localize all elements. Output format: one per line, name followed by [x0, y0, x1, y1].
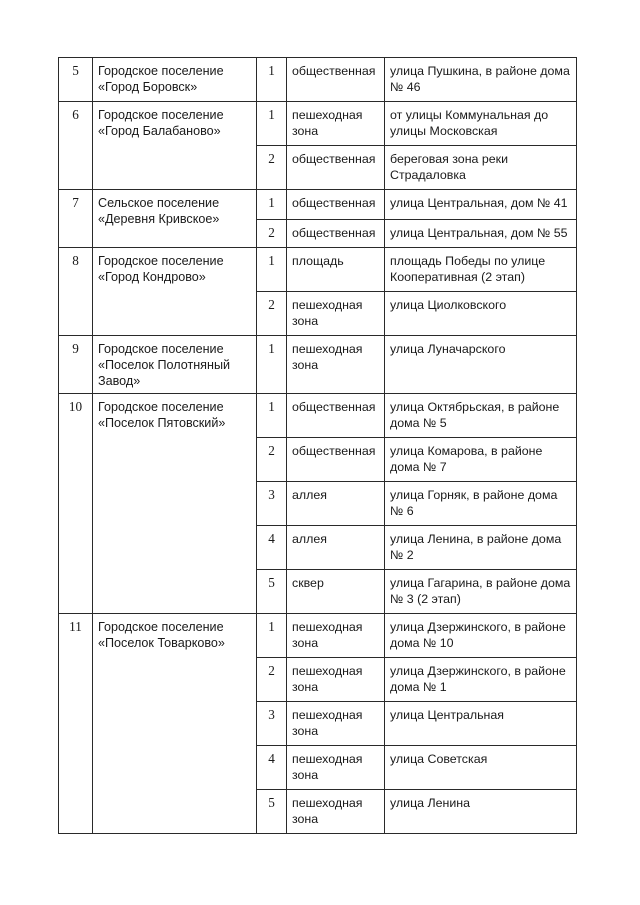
territory-type: аллея — [287, 526, 385, 570]
table-row — [59, 102, 577, 146]
territories-table — [58, 57, 577, 834]
territory-number: 1 — [257, 614, 287, 658]
territory-location: площадь Победы по улице Кооперативная (2 этап) — [385, 248, 577, 292]
territory-type: пешеходная зона — [287, 746, 385, 790]
territory-number: 1 — [257, 190, 287, 220]
territory-number: 2 — [257, 146, 287, 190]
territory-type: пешеходная зона — [287, 658, 385, 702]
territory-location: от улицы Коммунальная до улицы Московская — [385, 102, 577, 146]
territory-location: береговая зона реки Страдаловка — [385, 146, 577, 190]
settlement-number: 7 — [59, 190, 93, 248]
territory-type: общественная — [287, 394, 385, 438]
territory-location: улица Гагарина, в районе дома № 3 (2 этап) — [385, 570, 577, 614]
territory-type: пешеходная зона — [287, 336, 385, 394]
table-row — [59, 336, 577, 394]
territory-location: улица Центральная, дом № 41 — [385, 190, 577, 220]
territory-number: 2 — [257, 292, 287, 336]
territory-location: улица Центральная, дом № 55 — [385, 220, 577, 248]
territory-number: 4 — [257, 746, 287, 790]
settlement-number: 5 — [59, 58, 93, 102]
territory-location: улица Луначарского — [385, 336, 577, 394]
territory-location: улица Циолковского — [385, 292, 577, 336]
territory-number: 2 — [257, 658, 287, 702]
settlement-number: 10 — [59, 394, 93, 614]
territory-type: общественная — [287, 220, 385, 248]
settlement-name: Сельское поселение «Деревня Кривское» — [93, 190, 257, 248]
territory-number: 5 — [257, 790, 287, 834]
settlement-number: 6 — [59, 102, 93, 190]
settlement-name: Городское поселение «Город Балабаново» — [93, 102, 257, 190]
territory-number: 1 — [257, 336, 287, 394]
territory-number: 5 — [257, 570, 287, 614]
territory-type: пешеходная зона — [287, 614, 385, 658]
territory-location: улица Пушкина, в районе дома № 46 — [385, 58, 577, 102]
territory-number: 4 — [257, 526, 287, 570]
territory-type: площадь — [287, 248, 385, 292]
territories-table-body — [59, 58, 577, 834]
table-row — [59, 614, 577, 658]
table-row — [59, 190, 577, 220]
territory-number: 2 — [257, 438, 287, 482]
territory-location: улица Ленина, в районе дома № 2 — [385, 526, 577, 570]
territory-number: 1 — [257, 248, 287, 292]
territory-number: 3 — [257, 482, 287, 526]
territory-type: сквер — [287, 570, 385, 614]
territory-number: 1 — [257, 102, 287, 146]
table-row — [59, 248, 577, 292]
settlement-name: Городское поселение «Поселок Товарково» — [93, 614, 257, 834]
territory-type: аллея — [287, 482, 385, 526]
territory-location: улица Дзержинского, в районе дома № 10 — [385, 614, 577, 658]
territory-type: пешеходная зона — [287, 790, 385, 834]
territory-type: общественная — [287, 438, 385, 482]
settlement-name: Городское поселение «Поселок Пятовский» — [93, 394, 257, 614]
settlement-name: Городское поселение «Город Кондрово» — [93, 248, 257, 336]
territory-location: улица Советская — [385, 746, 577, 790]
territory-location: улица Дзержинского, в районе дома № 1 — [385, 658, 577, 702]
territory-type: пешеходная зона — [287, 702, 385, 746]
territory-number: 2 — [257, 220, 287, 248]
territory-location: улица Ленина — [385, 790, 577, 834]
settlement-number: 8 — [59, 248, 93, 336]
territory-number: 3 — [257, 702, 287, 746]
territory-number: 1 — [257, 394, 287, 438]
territory-type: пешеходная зона — [287, 102, 385, 146]
territory-location: улица Центральная — [385, 702, 577, 746]
table-row — [59, 394, 577, 438]
settlement-name: Городское поселение «Поселок Полотняный Завод» — [93, 336, 257, 394]
territory-type: общественная — [287, 190, 385, 220]
table-row — [59, 58, 577, 102]
territory-location: улица Октябрьская, в районе дома № 5 — [385, 394, 577, 438]
settlement-number: 9 — [59, 336, 93, 394]
territory-location: улица Горняк, в районе дома № 6 — [385, 482, 577, 526]
settlement-name: Городское поселение «Город Боровск» — [93, 58, 257, 102]
territory-type: общественная — [287, 146, 385, 190]
territory-type: общественная — [287, 58, 385, 102]
territory-type: пешеходная зона — [287, 292, 385, 336]
territory-number: 1 — [257, 58, 287, 102]
settlement-number: 11 — [59, 614, 93, 834]
territory-location: улица Комарова, в районе дома № 7 — [385, 438, 577, 482]
